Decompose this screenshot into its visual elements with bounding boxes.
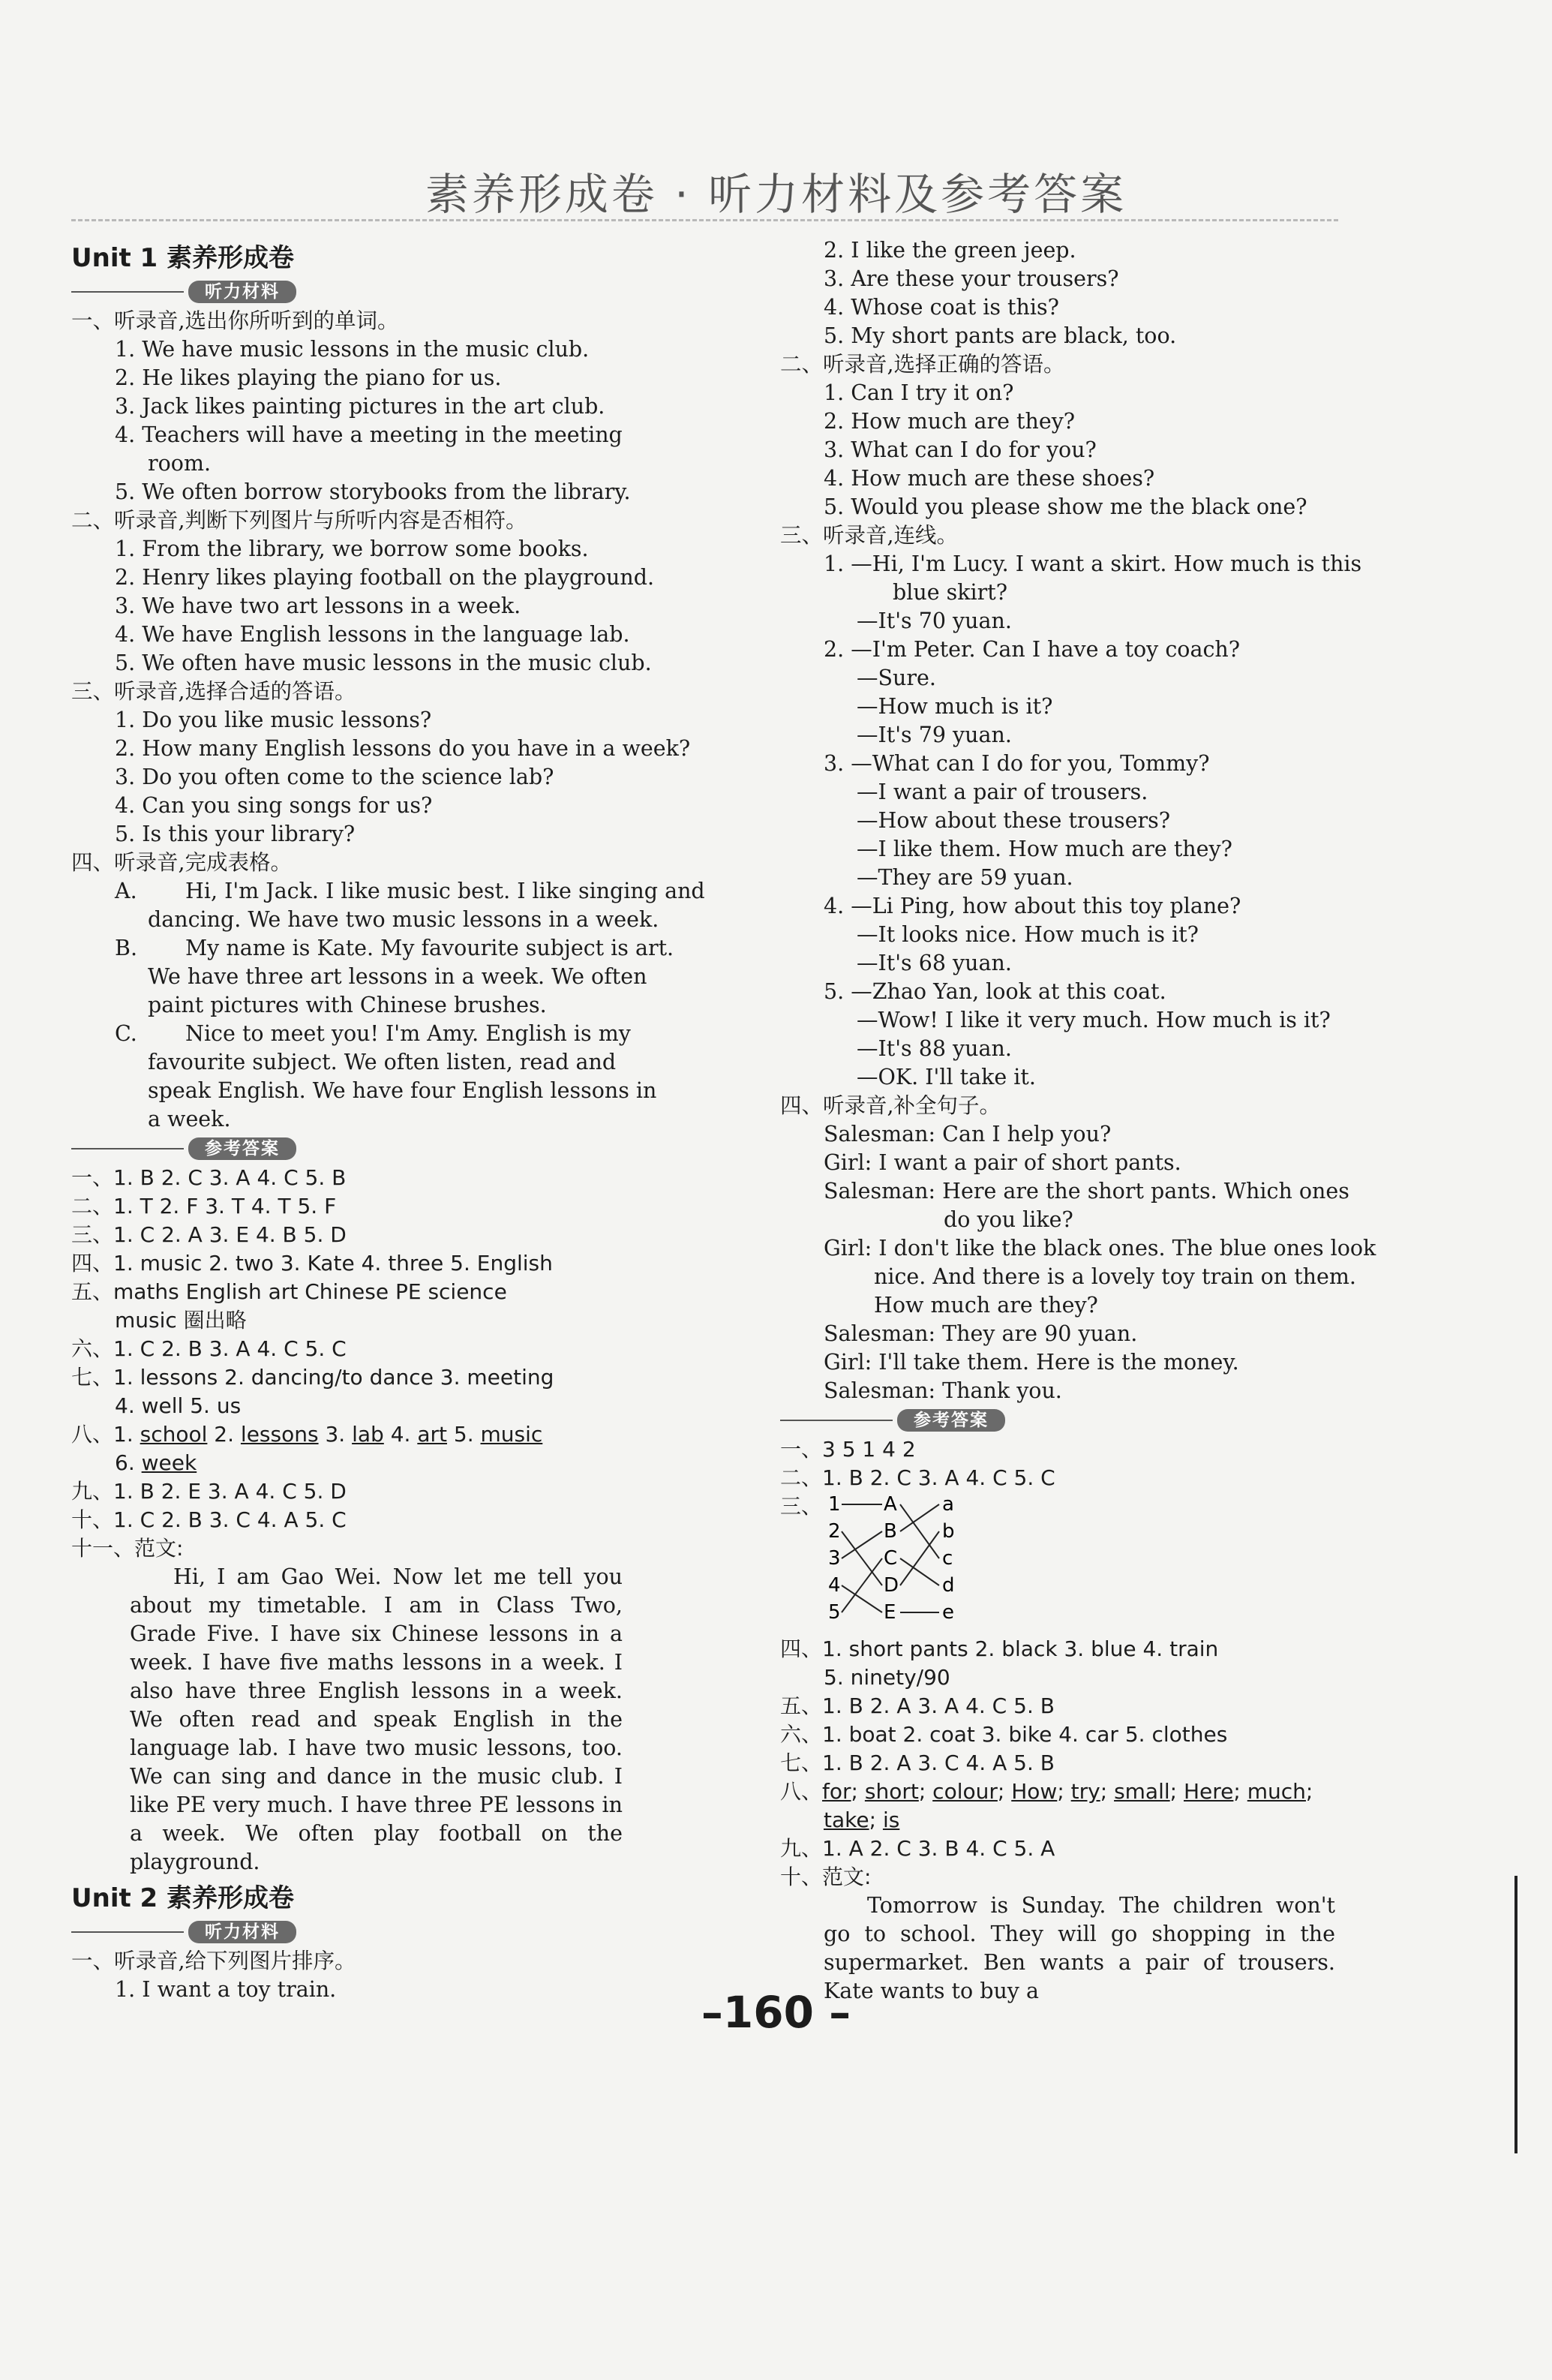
dialogue-line: Girl: I want a pair of short pants. — [824, 1150, 1181, 1175]
dialogue-line: Girl: I don't like the black ones. The blue ones look — [824, 1236, 1376, 1261]
answer-line: 四、1. music 2. two 3. Kate 4. three 5. English — [71, 1251, 553, 1276]
list-item: 5. We often borrow storybooks from the library. — [115, 479, 631, 504]
answer-line: 六、1. boat 2. coat 3. bike 4. car 5. clothes — [780, 1722, 1228, 1747]
dialogue-line: do you like? — [944, 1207, 1073, 1232]
list-item: 3. We have two art lessons in a week. — [115, 593, 521, 618]
match-right-label: d — [942, 1574, 955, 1597]
match-left-label: 5 — [828, 1601, 841, 1624]
answer-line: 5. ninety/90 — [824, 1665, 950, 1690]
match-left-label: 1 — [828, 1493, 841, 1516]
match-right-label: e — [942, 1601, 955, 1624]
list-item: 2. I like the green jeep. — [824, 238, 1076, 263]
dialogue-line: blue skirt? — [893, 580, 1008, 605]
dialogue-line: 5. —Zhao Yan, look at this coat. — [824, 979, 1166, 1004]
answer-line: 十、1. C 2. B 3. C 4. A 5. C — [71, 1507, 347, 1532]
answer-line: 十、范文: — [780, 1865, 872, 1889]
dialogue-line: —It's 70 yuan. — [857, 609, 1012, 633]
list-item: 2. Henry likes playing football on the playground. — [115, 565, 655, 590]
page-edge-line — [1514, 1876, 1517, 2153]
unit1-answers-tag — [71, 1134, 623, 1164]
list-item: 2. How much are they? — [824, 409, 1076, 434]
dialogue-line: —It's 88 yuan. — [857, 1036, 1012, 1061]
dialogue-line: —How about these trousers? — [857, 808, 1171, 833]
passage-line: a week. — [148, 1107, 231, 1131]
section-heading: 一、听录音,给下列图片排序。 — [71, 1949, 356, 1973]
dialogue-line: 1. —Hi, I'm Lucy. I want a skirt. How much is this — [824, 551, 1362, 576]
section-heading: 四、听录音,完成表格。 — [71, 850, 293, 875]
dialogue-line: 4. —Li Ping, how about this toy plane? — [824, 894, 1241, 918]
match-line — [900, 1531, 939, 1585]
list-item: 3. Are these your trousers? — [824, 266, 1119, 291]
answer-line: 四、1. short pants 2. black 3. blue 4. train — [780, 1636, 1219, 1661]
dialogue-line: —OK. I'll take it. — [857, 1065, 1036, 1089]
match-right-label: b — [942, 1520, 955, 1543]
match-line — [842, 1531, 882, 1558]
answers-tag-label: 参考答案 — [897, 1409, 1005, 1432]
answer-line: 六、1. C 2. B 3. A 4. C 5. C — [71, 1336, 347, 1361]
list-item: 5. Is this your library? — [115, 822, 356, 846]
dialogue-line: —It looks nice. How much is it? — [857, 922, 1199, 947]
dialogue-line: Salesman: Thank you. — [824, 1378, 1062, 1403]
title-divider — [71, 219, 1338, 221]
list-item: 5. My short pants are black, too. — [824, 323, 1177, 348]
answer-line: 三、 — [780, 1494, 823, 1519]
match-right-label: a — [942, 1493, 954, 1516]
list-item: 3. What can I do for you? — [824, 437, 1097, 462]
dialogue-line: 2. —I'm Peter. Can I have a toy coach? — [824, 637, 1241, 662]
match-line — [842, 1585, 882, 1612]
passage-line: speak English. We have four English lessons in — [148, 1078, 657, 1103]
answer-line: 一、3 5 1 4 2 — [780, 1437, 916, 1462]
match-mid-label: D — [884, 1574, 899, 1597]
passage-line: C. Nice to meet you! I'm Amy. English is my — [115, 1021, 631, 1046]
answer-line: 4. well 5. us — [115, 1393, 242, 1418]
dialogue-line: —They are 59 yuan. — [857, 865, 1073, 890]
passage-line: favourite subject. We often listen, read and — [148, 1050, 617, 1074]
match-mid-label: E — [884, 1601, 896, 1624]
match-right-label: c — [942, 1547, 953, 1570]
sample-essay: Tomorrow is Sunday. The children won't go to school. They will go shopping in the supermarket. Ben wants a pair of trousers. Kate wants to buy a — [824, 1893, 1335, 2003]
listening-tag-label: 听力材料 — [188, 1921, 296, 1943]
list-item: 1. From the library, we borrow some books. — [115, 536, 589, 561]
answer-line: 九、1. A 2. C 3. B 4. C 5. A — [780, 1836, 1055, 1861]
unit2-answers-tag — [780, 1405, 1335, 1435]
dialogue-line: —How much is it? — [857, 694, 1053, 719]
list-item: 4. We have English lessons in the language lab. — [115, 622, 630, 647]
list-item: 2. He likes playing the piano for us. — [115, 365, 502, 390]
list-item: 1. Can I try it on? — [824, 380, 1014, 405]
passage-line: dancing. We have two music lessons in a week. — [148, 907, 659, 932]
match-mid-label: C — [884, 1547, 898, 1570]
list-item: room. — [148, 451, 212, 476]
answer-line: 一、1. B 2. C 3. A 4. C 5. B — [71, 1165, 347, 1190]
answer-line: music 圈出略 — [115, 1308, 247, 1333]
list-item: 3. Jack likes painting pictures in the art club. — [115, 394, 605, 419]
matching-answer — [780, 1492, 1335, 1635]
right-column — [780, 236, 1376, 2006]
dialogue-line: —It's 68 yuan. — [857, 951, 1012, 975]
dialogue-line: nice. And there is a lovely toy train on them. — [874, 1264, 1356, 1289]
unit2-listening-tag — [71, 1917, 623, 1947]
answer-line: 十一、范文: — [71, 1536, 184, 1561]
list-item: 4. Whose coat is this? — [824, 295, 1059, 320]
answer-line: 二、1. T 2. F 3. T 4. T 5. F — [71, 1194, 337, 1219]
section-heading: 三、听录音,选择合适的答语。 — [71, 679, 356, 704]
answers-tag-label: 参考答案 — [188, 1137, 296, 1160]
passage-line: A. Hi, I'm Jack. I like music best. I like singing and — [115, 879, 705, 903]
dialogue-line: —It's 79 yuan. — [857, 723, 1012, 747]
dialogue-line: How much are they? — [874, 1293, 1098, 1318]
answer-line: 七、1. lessons 2. dancing/to dance 3. meeting — [71, 1365, 554, 1390]
page-number: –160 – — [701, 1987, 851, 2038]
section-heading: 四、听录音,补全句子。 — [780, 1093, 1001, 1118]
list-item: 3. Do you often come to the science lab? — [115, 765, 554, 789]
answer-line: 五、maths English art Chinese PE science — [71, 1279, 507, 1304]
match-line — [900, 1558, 939, 1585]
list-item: 4. Can you sing songs for us? — [115, 793, 433, 818]
dialogue-line: Salesman: They are 90 yuan. — [824, 1321, 1138, 1346]
passage-line: paint pictures with Chinese brushes. — [148, 993, 547, 1017]
sample-essay: Hi, I am Gao Wei. Now let me tell you about my timetable. I am in Class Two, Grade Five. I have six Chinese lessons in a week. I have five maths lessons in a week. I also have three English lessons in a week. We often read and speak English in the language lab. I have two music lessons, too. We can sing and dance in the music club. I like PE very much. I have three PE lessons in a week. We often play football on the playground. — [130, 1564, 623, 1874]
section-heading: 一、听录音,选出你所听到的单词。 — [71, 308, 399, 333]
list-item: 4. Teachers will have a meeting in the meeting — [115, 422, 623, 447]
dialogue-line: —Wow! I like it very much. How much is it? — [857, 1008, 1331, 1032]
list-item: 1. Do you like music lessons? — [115, 708, 432, 732]
answer-line: take; is — [824, 1808, 900, 1832]
match-mid-label: B — [884, 1520, 897, 1543]
page-title: 素养形成卷 · 听力材料及参考答案 — [425, 169, 1127, 220]
answer-line: 八、for; short; colour; How; try; small; Here; much; — [780, 1779, 1313, 1804]
passage-line: We have three art lessons in a week. We often — [148, 964, 647, 989]
answer-line: 三、1. C 2. A 3. E 4. B 5. D — [71, 1222, 347, 1247]
answer-line: 二、1. B 2. C 3. A 4. C 5. C — [780, 1465, 1055, 1490]
answer-line: 八、1. school 2. lessons 3. lab 4. art 5. music — [71, 1422, 543, 1447]
match-line — [900, 1504, 939, 1531]
match-mid-label: A — [884, 1493, 897, 1516]
match-left-label: 2 — [828, 1520, 841, 1543]
dialogue-line: Girl: I'll take them. Here is the money. — [824, 1350, 1239, 1375]
list-item: 2. How many English lessons do you have in a week? — [115, 736, 691, 761]
dialogue-line: —I like them. How much are they? — [857, 837, 1232, 861]
answer-line: 五、1. B 2. A 3. A 4. C 5. B — [780, 1693, 1055, 1718]
section-heading: 二、听录音,选择正确的答语。 — [780, 352, 1065, 377]
list-item: 4. How much are these shoes? — [824, 466, 1155, 491]
match-line — [842, 1558, 882, 1612]
matching-diagram — [822, 1492, 987, 1635]
list-item: 5. We often have music lessons in the music club. — [115, 651, 652, 675]
section-heading: 三、听录音,连线。 — [780, 523, 959, 548]
list-item: 1. I want a toy train. — [115, 1977, 337, 2002]
dialogue-line: 3. —What can I do for you, Tommy? — [824, 751, 1210, 776]
dialogue-line: Salesman: Can I help you? — [824, 1122, 1112, 1146]
unit1-listening-tag — [71, 277, 623, 307]
match-line — [900, 1504, 939, 1558]
left-column — [71, 236, 705, 2004]
unit2-title: Unit 2 素养形成卷 — [71, 1883, 295, 1913]
answer-line: 九、1. B 2. E 3. A 4. C 5. D — [71, 1479, 347, 1504]
section-heading: 二、听录音,判断下列图片与所听内容是否相符。 — [71, 508, 527, 533]
list-item: 1. We have music lessons in the music club. — [115, 337, 590, 362]
unit1-title: Unit 1 素养形成卷 — [71, 243, 295, 273]
dialogue-line: —Sure. — [857, 666, 936, 690]
dialogue-line: Salesman: Here are the short pants. Which ones — [824, 1179, 1349, 1204]
match-line — [842, 1531, 882, 1585]
match-left-label: 4 — [828, 1574, 841, 1597]
answer-line: 6. week — [115, 1450, 197, 1475]
match-left-label: 3 — [828, 1547, 841, 1570]
listening-tag-label: 听力材料 — [188, 281, 296, 303]
passage-line: B. My name is Kate. My favourite subject is art. — [115, 936, 674, 960]
dialogue-line: —I want a pair of trousers. — [857, 780, 1148, 804]
answer-line: 七、1. B 2. A 3. C 4. A 5. B — [780, 1750, 1055, 1775]
list-item: 5. Would you please show me the black one? — [824, 494, 1307, 519]
